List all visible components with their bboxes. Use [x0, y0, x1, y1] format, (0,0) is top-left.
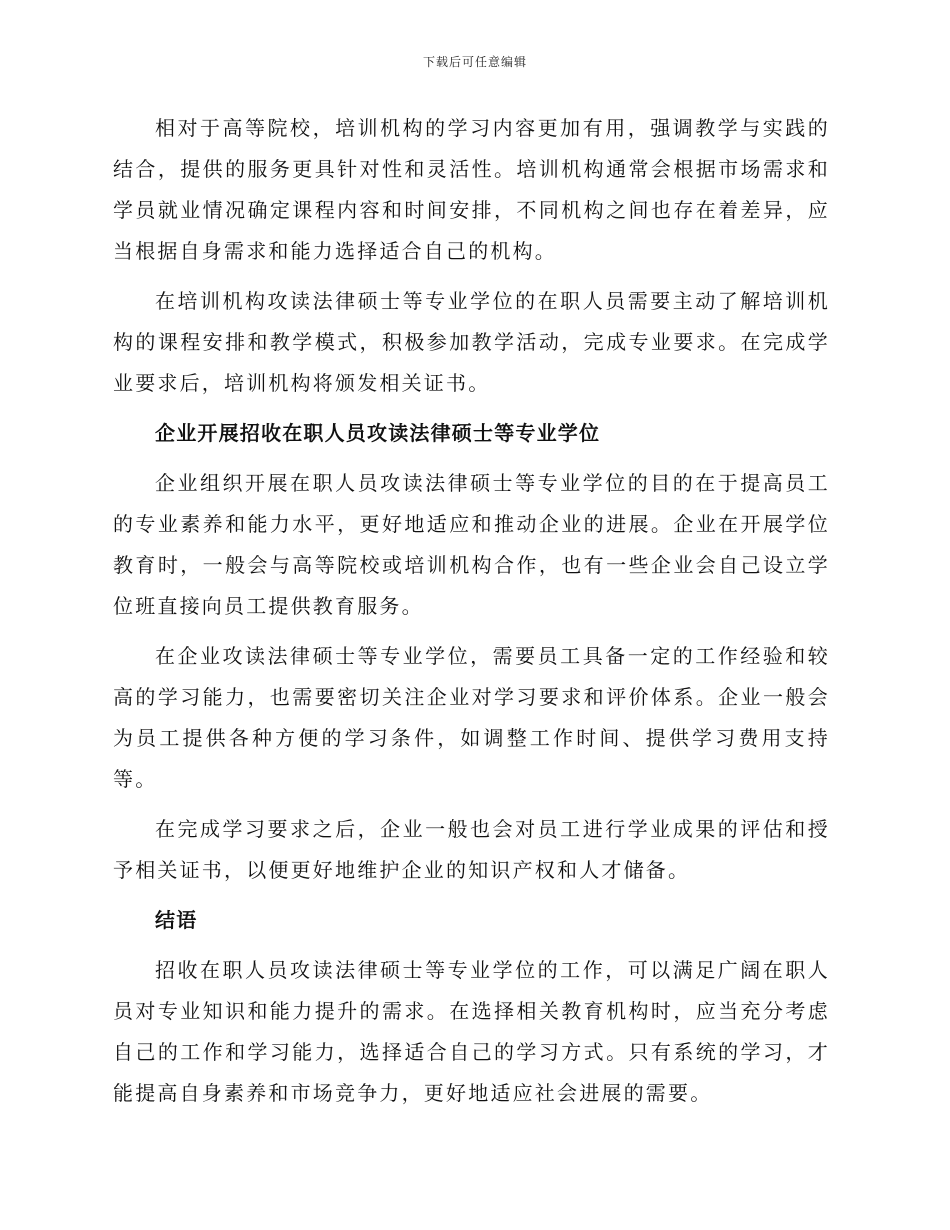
paragraph: 招收在职人员攻读法律硕士等专业学位的工作，可以满足广阔在职人员对专业知识和能力提升的需求。在选择相关教育机构时，应当充分考虑自己的工作和学习能力，选择适合自己的学习方式。只有系统的学习，才能提高自身素养和市场竞争力，更好地适应社会进展的需要。: [113, 958, 830, 1105]
paragraph: 在培训机构攻读法律硕士等专业学位的在职人员需要主动了解培训机构的课程安排和教学模式，积极参加教学活动，完成专业要求。在完成学业要求后，培训机构将颁发相关证书。: [113, 289, 830, 395]
paragraph: 在企业攻读法律硕士等专业学位，需要员工具备一定的工作经验和较高的学习能力，也需要密切关注企业对学习要求和评价体系。企业一般会为员工提供各种方便的学习条件，如调整工作时间、提供学习费用支持等。: [113, 644, 830, 791]
paragraph: 在完成学习要求之后，企业一般也会对员工进行学业成果的评估和授予相关证书，以便更好地维护企业的知识产权和人才储备。: [113, 817, 830, 882]
document-body: [113, 108, 830, 1114]
section-heading: 结语: [155, 908, 198, 932]
page-header: 下载后可任意编辑: [422, 55, 527, 69]
section-heading: 企业开展招收在职人员攻读法律硕士等专业学位: [155, 421, 601, 445]
paragraph: 相对于高等院校，培训机构的学习内容更加有用，强调教学与实践的结合，提供的服务更具针对性和灵活性。培训机构通常会根据市场需求和学员就业情况确定课程内容和时间安排，不同机构之间也存在着差异，应当根据自身需求和能力选择适合自己的机构。: [113, 116, 830, 263]
paragraph: 企业组织开展在职人员攻读法律硕士等专业学位的目的在于提高员工的专业素养和能力水平，更好地适应和推动企业的进展。企业在开展学位教育时，一般会与高等院校或培训机构合作，也有一些企业会自己设立学位班直接向员工提供教育服务。: [113, 471, 830, 618]
